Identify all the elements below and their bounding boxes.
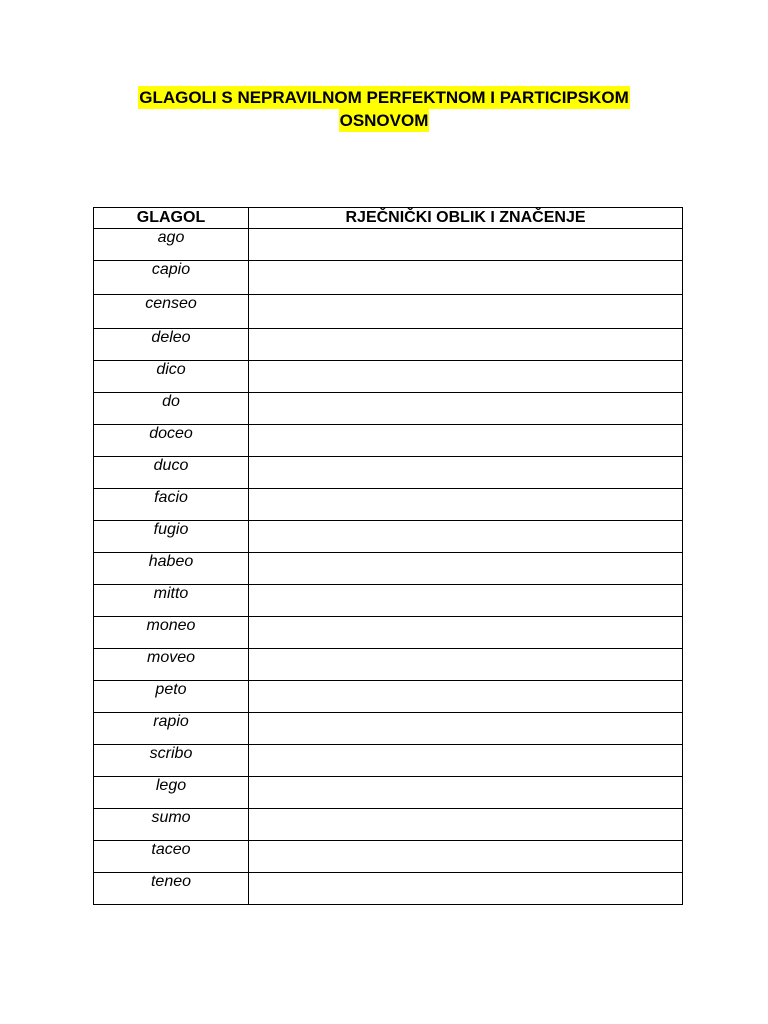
meaning-cell[interactable] — [249, 649, 683, 681]
verb-cell: capio — [94, 261, 249, 295]
table-row — [94, 457, 683, 489]
meaning-cell[interactable] — [249, 329, 683, 361]
verb-cell: facio — [94, 489, 249, 521]
table-row — [94, 841, 683, 873]
meaning-cell[interactable] — [249, 393, 683, 425]
verb-cell: moneo — [94, 617, 249, 649]
table-row — [94, 649, 683, 681]
verb-cell: deleo — [94, 329, 249, 361]
verb-cell: taceo — [94, 841, 249, 873]
verb-cell: dico — [94, 361, 249, 393]
meaning-cell[interactable] — [249, 261, 683, 295]
verb-cell: teneo — [94, 873, 249, 905]
meaning-cell[interactable] — [249, 553, 683, 585]
verb-cell: habeo — [94, 553, 249, 585]
verb-cell: scribo — [94, 745, 249, 777]
verb-cell: sumo — [94, 809, 249, 841]
page-title-line-2: OSNOVOM — [339, 111, 429, 130]
table-row — [94, 809, 683, 841]
table-row — [94, 585, 683, 617]
table-row — [94, 393, 683, 425]
page-title-line-1: GLAGOLI S NEPRAVILNOM PERFEKTNOM I PARTICIPSKOM — [139, 88, 629, 107]
table-row — [94, 713, 683, 745]
meaning-cell[interactable] — [249, 713, 683, 745]
meaning-cell[interactable] — [249, 457, 683, 489]
verb-cell: fugio — [94, 521, 249, 553]
table-row — [94, 553, 683, 585]
verb-cell: lego — [94, 777, 249, 809]
table-row — [94, 361, 683, 393]
meaning-cell[interactable] — [249, 841, 683, 873]
meaning-cell[interactable] — [249, 873, 683, 905]
meaning-cell[interactable] — [249, 777, 683, 809]
meaning-column-header: RJEČNIČKI OBLIK I ZNAČENJE — [249, 208, 683, 229]
verb-cell: peto — [94, 681, 249, 713]
table-row — [94, 681, 683, 713]
verb-cell: moveo — [94, 649, 249, 681]
table-row — [94, 425, 683, 457]
table-row — [94, 229, 683, 261]
page-title — [84, 86, 684, 132]
meaning-cell[interactable] — [249, 681, 683, 713]
table-row — [94, 329, 683, 361]
table-row — [94, 295, 683, 329]
meaning-cell[interactable] — [249, 361, 683, 393]
meaning-cell[interactable] — [249, 295, 683, 329]
meaning-cell[interactable] — [249, 489, 683, 521]
meaning-cell[interactable] — [249, 425, 683, 457]
table-header-row — [94, 208, 683, 229]
meaning-cell[interactable] — [249, 585, 683, 617]
table-body — [94, 229, 683, 905]
verb-cell: ago — [94, 229, 249, 261]
table-row — [94, 489, 683, 521]
verb-cell: doceo — [94, 425, 249, 457]
table-row — [94, 617, 683, 649]
verb-cell: duco — [94, 457, 249, 489]
meaning-cell[interactable] — [249, 809, 683, 841]
table-row — [94, 777, 683, 809]
table-row — [94, 261, 683, 295]
verb-worksheet-table — [93, 207, 683, 905]
meaning-cell[interactable] — [249, 521, 683, 553]
table-row — [94, 745, 683, 777]
verb-column-header: GLAGOL — [94, 208, 249, 229]
table-row — [94, 873, 683, 905]
meaning-cell[interactable] — [249, 745, 683, 777]
meaning-cell[interactable] — [249, 229, 683, 261]
verb-cell: do — [94, 393, 249, 425]
meaning-cell[interactable] — [249, 617, 683, 649]
verb-cell: mitto — [94, 585, 249, 617]
table-row — [94, 521, 683, 553]
verb-cell: rapio — [94, 713, 249, 745]
verb-cell: censeo — [94, 295, 249, 329]
